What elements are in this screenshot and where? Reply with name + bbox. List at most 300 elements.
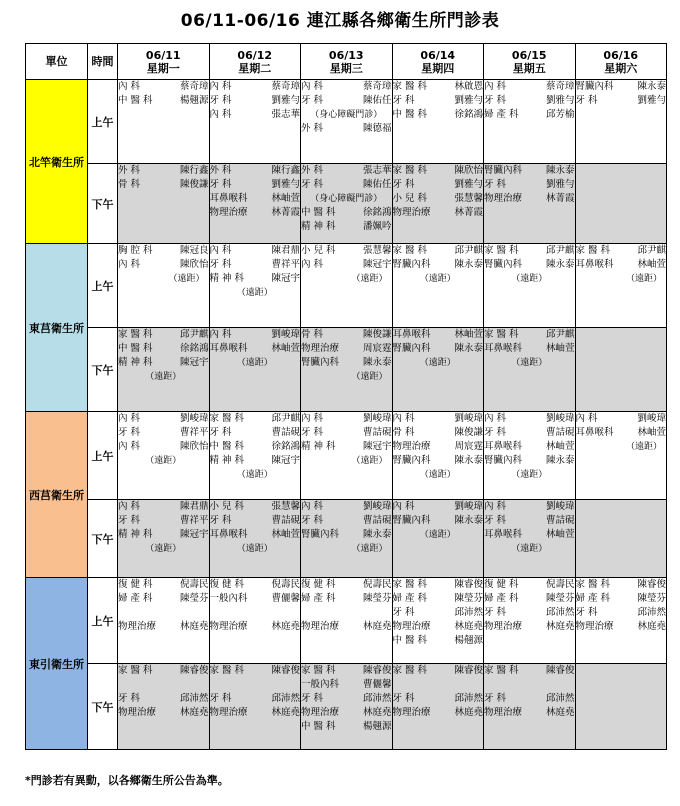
schedule-cell <box>118 80 210 164</box>
doctor-name: 曹祥平 <box>179 427 209 438</box>
doctor-name: 陳永泰 <box>545 165 575 176</box>
clinic-entry <box>301 94 392 108</box>
clinic-entry <box>301 164 392 178</box>
clinic-entry <box>118 412 209 426</box>
department: 內 科 <box>301 501 324 512</box>
schedule-cell <box>484 80 576 164</box>
doctor-name: 陳永泰 <box>545 259 575 270</box>
department: 內 科 <box>575 413 598 424</box>
department: 牙 科 <box>209 693 232 704</box>
department: 家 醫 科 <box>209 665 245 676</box>
department: 家 醫 科 <box>575 579 611 590</box>
department: 小 兒 科 <box>392 193 428 204</box>
clinic-entry <box>484 592 575 606</box>
department: 牙 科 <box>392 607 415 618</box>
doctor-name: 林岫萱 <box>271 343 300 354</box>
clinic-entry <box>118 164 209 178</box>
clinic-entry <box>393 620 484 634</box>
schedule-row-pm <box>26 164 667 244</box>
department: 中 醫 科 <box>118 95 153 106</box>
clinic-entry <box>484 706 575 720</box>
department: 牙 科 <box>392 179 415 190</box>
header-day <box>118 44 210 80</box>
schedule-row-am <box>26 80 667 164</box>
clinic-note: （遠距） <box>236 544 273 554</box>
department: 牙 科 <box>484 179 507 190</box>
schedule-cell <box>209 578 301 664</box>
doctor-name: 劉峻瑋 <box>454 501 483 512</box>
clinic-note: （遠距） <box>145 456 182 466</box>
schedule-row-am <box>26 412 667 500</box>
doctor-name: 張志華 <box>362 165 392 176</box>
doctor-name: 陳睿俊 <box>362 665 392 676</box>
clinic-note: （遠距） <box>511 470 548 480</box>
schedule-cell <box>118 664 210 750</box>
department: 物理治療 <box>575 621 614 632</box>
clinic-entry <box>484 192 575 206</box>
schedule-cell <box>209 80 301 164</box>
schedule-cell <box>575 664 667 750</box>
time-label: 下午 <box>88 164 118 244</box>
clinic-entry <box>393 454 484 468</box>
department: 小 兒 科 <box>209 501 245 512</box>
department: 物理治療 <box>392 207 431 218</box>
clinic-entry <box>118 692 209 706</box>
department: 牙 科 <box>301 179 324 190</box>
doctor-name: 劉峻瑋 <box>271 329 300 340</box>
doctor-name: 林庭堯 <box>637 621 666 632</box>
clinic-entry <box>576 80 667 94</box>
department: 牙 科 <box>392 693 415 704</box>
doctor-name: 陳睿俊 <box>179 665 209 676</box>
clinic-entry <box>210 80 301 94</box>
doctor-name: 陳行鑫 <box>179 165 209 176</box>
schedule-cell <box>392 664 484 750</box>
department: 家 醫 科 <box>575 245 611 256</box>
department: 耳鼻喉科 <box>484 441 523 452</box>
doctor-name: 邱沛然 <box>454 607 483 618</box>
clinic-entry <box>118 500 209 514</box>
header-date: 06/12 <box>237 48 273 62</box>
department: 婦 產 科 <box>484 593 519 604</box>
department: 一般內科 <box>209 593 248 604</box>
doctor-name: 陳冠良 <box>179 245 209 256</box>
department: 骨 科 <box>392 427 415 438</box>
header-weekday: 星期三 <box>329 61 363 75</box>
doctor-name: 劉峻瑋 <box>545 501 575 512</box>
doctor-name: 張慧馨 <box>271 501 300 512</box>
clinic-entry <box>393 206 484 220</box>
department: 內 科 <box>209 81 232 92</box>
header-date: 06/11 <box>145 48 181 62</box>
schedule-cell <box>301 412 393 500</box>
department: 牙 科 <box>484 515 507 526</box>
department: 中 醫 科 <box>392 109 428 120</box>
department: 物理治療 <box>301 707 340 718</box>
department: 物理治療 <box>118 707 157 718</box>
clinic-entry <box>484 606 575 620</box>
department: 精 神 科 <box>209 273 245 284</box>
doctor-name: 陳欣怡 <box>454 165 483 176</box>
schedule-cell <box>484 578 576 664</box>
clinic-entry <box>484 692 575 706</box>
department: 牙 科 <box>484 693 507 704</box>
clinic-entry <box>484 94 575 108</box>
doctor-name: 倪壽民 <box>362 579 392 590</box>
department: 家 醫 科 <box>301 665 336 676</box>
header-row <box>26 44 667 80</box>
doctor-name: 邱沛然 <box>179 693 209 704</box>
clinic-entry <box>393 342 484 356</box>
doctor-name: 劉雅勻 <box>271 95 300 106</box>
clinic-entry <box>301 426 392 440</box>
clinic-entry <box>301 244 392 258</box>
clinic-entry <box>118 356 209 370</box>
clinic-entry <box>393 80 484 94</box>
department: 內 科 <box>118 413 141 424</box>
clinic-entry <box>210 500 301 514</box>
clinic-note: （遠距） <box>625 274 662 284</box>
clinic-entry <box>301 206 392 220</box>
schedule-row-pm <box>26 500 667 578</box>
unit-name: 北竿衛生所 <box>26 80 88 244</box>
time-label: 下午 <box>88 664 118 750</box>
clinic-entry <box>301 328 392 342</box>
clinic-entry <box>576 606 667 620</box>
doctor-name: 邱尹麒 <box>454 245 483 256</box>
department: 牙 科 <box>209 95 232 106</box>
clinic-note: （遠距） <box>236 470 273 480</box>
clinic-entry <box>576 620 667 634</box>
department: 腎臟內科 <box>484 259 523 270</box>
clinic-entry <box>210 258 301 272</box>
doctor-name: 陳瑩芬 <box>454 593 483 604</box>
department: 外 科 <box>301 123 324 134</box>
department: 內 科 <box>301 81 324 92</box>
clinic-entry <box>118 342 209 356</box>
doctor-name: 陳冠宇 <box>362 441 392 452</box>
clinic-note: （遠距） <box>168 274 205 284</box>
schedule-cell <box>209 164 301 244</box>
department: 家 醫 科 <box>484 329 519 340</box>
clinic-entry <box>210 164 301 178</box>
clinic-note: （遠距） <box>511 544 548 554</box>
time-label: 上午 <box>88 412 118 500</box>
clinic-entry <box>576 412 667 426</box>
header-day <box>484 44 576 80</box>
department: 腎臟內科 <box>392 515 431 526</box>
department: 耳鼻喉科 <box>209 343 248 354</box>
schedule-cell <box>301 328 393 412</box>
unit-name: 西莒衛生所 <box>26 412 88 578</box>
schedule-cell <box>392 244 484 328</box>
schedule-cell <box>575 80 667 164</box>
doctor-name: 劉雅勻 <box>637 95 666 106</box>
clinic-entry <box>484 620 575 634</box>
doctor-name: 蔡奇璋 <box>545 81 575 92</box>
department: 腎臟內科 <box>392 455 431 466</box>
department: 精 神 科 <box>209 455 245 466</box>
department: 物理治療 <box>209 707 248 718</box>
clinic-entry <box>393 178 484 192</box>
schedule-cell <box>484 328 576 412</box>
schedule-cell <box>392 164 484 244</box>
doctor-name: 劉雅勻 <box>454 95 483 106</box>
department: 牙 科 <box>301 427 324 438</box>
doctor-name: 陳睿俊 <box>637 579 666 590</box>
clinic-entry <box>484 412 575 426</box>
doctor-name: 陳睿俊 <box>271 665 300 676</box>
department: 小 兒 科 <box>301 245 336 256</box>
doctor-name: 倪壽民 <box>179 579 209 590</box>
doctor-name: 林庭堯 <box>179 621 209 632</box>
clinic-entry <box>210 578 301 592</box>
department: 家 醫 科 <box>118 329 153 340</box>
doctor-name: 徐銘鴻 <box>362 207 392 218</box>
schedule-cell <box>484 164 576 244</box>
clinic-entry <box>210 426 301 440</box>
blank-line <box>210 606 301 620</box>
clinic-entry <box>210 620 301 634</box>
doctor-name: 曹祥平 <box>179 515 209 526</box>
department: 耳鼻喉科 <box>484 343 523 354</box>
doctor-name: 潘姵吟 <box>362 221 392 232</box>
clinic-entry <box>118 258 209 272</box>
department: 中 醫 科 <box>118 343 153 354</box>
department: 牙 科 <box>301 693 324 704</box>
doctor-name: 楊翹源 <box>362 721 392 732</box>
schedule-cell <box>301 664 393 750</box>
department: 耳鼻喉科 <box>575 259 614 270</box>
clinic-entry <box>301 720 392 734</box>
clinic-entry <box>484 454 575 468</box>
department: 內 科 <box>301 413 324 424</box>
clinic-note: （遠距） <box>145 544 182 554</box>
clinic-entry <box>576 592 667 606</box>
department: 牙 科 <box>301 515 324 526</box>
doctor-name: 劉峻瑋 <box>362 501 392 512</box>
clinic-entry <box>210 192 301 206</box>
doctor-name: 劉雅勻 <box>545 95 575 106</box>
schedule-cell <box>209 664 301 750</box>
department: 骨 科 <box>118 179 141 190</box>
clinic-entry <box>118 620 209 634</box>
clinic-entry <box>301 258 392 272</box>
doctor-name: 陳瑩芬 <box>362 593 392 604</box>
department: 牙 科 <box>118 515 141 526</box>
department: 骨 科 <box>301 329 324 340</box>
doctor-name: 陳永泰 <box>362 529 392 540</box>
department: 內 科 <box>392 501 415 512</box>
clinic-entry <box>393 692 484 706</box>
header-time: 時間 <box>88 44 118 80</box>
clinic-entry <box>301 620 392 634</box>
department: 牙 科 <box>484 95 507 106</box>
clinic-entry <box>301 80 392 94</box>
doctor-name: 陳睿俊 <box>454 665 483 676</box>
clinic-entry <box>484 578 575 592</box>
schedule-cell <box>575 328 667 412</box>
doctor-name: 林庭堯 <box>362 707 392 718</box>
doctor-name: 曹詰硯 <box>545 515 575 526</box>
doctor-name: 邱沛然 <box>637 607 666 618</box>
clinic-entry <box>301 592 392 606</box>
clinic-entry <box>393 634 484 648</box>
schedule-cell <box>392 328 484 412</box>
clinic-note: （遠距） <box>351 372 388 382</box>
schedule-cell <box>301 578 393 664</box>
clinic-entry <box>118 328 209 342</box>
doctor-name: 周宸霆 <box>362 343 392 354</box>
clinic-entry <box>210 592 301 606</box>
department: 家 醫 科 <box>392 245 428 256</box>
clinic-entry <box>393 258 484 272</box>
schedule-row-pm <box>26 664 667 750</box>
footer-note: *門診若有異動，以各鄉衛生所公告為準。 <box>25 774 229 787</box>
department: 中 醫 科 <box>301 207 336 218</box>
clinic-entry <box>301 178 392 192</box>
clinic-entry <box>393 592 484 606</box>
doctor-name: 劉峻瑋 <box>454 413 483 424</box>
doctor-name: 邱沛然 <box>454 693 483 704</box>
clinic-entry <box>393 108 484 122</box>
department: 內 科 <box>118 259 141 270</box>
clinic-entry <box>210 94 301 108</box>
clinic-entry <box>576 94 667 108</box>
clinic-entry <box>301 412 392 426</box>
blank-line <box>484 678 575 692</box>
blank-line <box>210 678 301 692</box>
clinic-note: （遠距） <box>419 358 456 368</box>
header-unit: 單位 <box>26 44 88 80</box>
department: 內 科 <box>484 413 507 424</box>
department: 牙 科 <box>209 515 232 526</box>
clinic-entry <box>118 244 209 258</box>
schedule-cell <box>209 328 301 412</box>
department: 婦 產 科 <box>392 593 428 604</box>
department: 牙 科 <box>392 95 415 106</box>
doctor-name: 林岫萱 <box>545 343 575 354</box>
clinic-entry <box>210 206 301 220</box>
department: 物理治療 <box>301 621 340 632</box>
header-date: 06/16 <box>603 48 639 62</box>
header-day <box>301 44 393 80</box>
doctor-name: 林庭堯 <box>179 707 209 718</box>
schedule-cell <box>575 412 667 500</box>
doctor-name: 劉雅勻 <box>271 179 300 190</box>
doctor-name: 林庭堯 <box>271 707 300 718</box>
department: 外 科 <box>301 165 324 176</box>
doctor-name: 陳瑩芬 <box>637 593 666 604</box>
doctor-name: 陳冠宇 <box>179 357 209 368</box>
department: 牙 科 <box>484 427 507 438</box>
department: 耳鼻喉科 <box>484 529 523 540</box>
clinic-entry <box>210 328 301 342</box>
schedule-cell <box>392 500 484 578</box>
schedule-cell <box>118 578 210 664</box>
schedule-cell <box>209 500 301 578</box>
clinic-entry <box>576 258 667 272</box>
clinic-note: （遠距） <box>351 456 388 466</box>
clinic-entry <box>484 328 575 342</box>
header-weekday: 星期六 <box>604 61 638 75</box>
doctor-name: 邱尹麒 <box>271 413 300 424</box>
doctor-name: 陳佑任 <box>362 179 392 190</box>
clinic-entry <box>210 244 301 258</box>
clinic-entry <box>210 692 301 706</box>
schedule-cell <box>118 328 210 412</box>
department: 婦 產 科 <box>575 593 611 604</box>
schedule-cell <box>301 164 393 244</box>
doctor-name: 陳瑩芬 <box>179 593 209 604</box>
clinic-entry <box>118 514 209 528</box>
clinic-entry <box>118 178 209 192</box>
department: 牙 科 <box>118 427 141 438</box>
clinic-note: （遠距） <box>511 274 548 284</box>
schedule-cell <box>392 578 484 664</box>
header-weekday: 星期二 <box>238 61 272 75</box>
doctor-name: 林岫萱 <box>271 529 300 540</box>
schedule-cell <box>118 500 210 578</box>
doctor-name: 曹詰硯 <box>362 427 392 438</box>
doctor-name: 楊翹源 <box>179 95 209 106</box>
clinic-note: （遠距） <box>511 358 548 368</box>
clinic-entry <box>576 578 667 592</box>
doctor-name: 蔡奇璋 <box>271 81 300 92</box>
clinic-entry <box>393 94 484 108</box>
clinic-entry <box>301 664 392 678</box>
department: 腎臟內科 <box>301 357 340 368</box>
doctor-name: 林菁霞 <box>545 193 575 204</box>
clinic-entry <box>301 500 392 514</box>
clinic-entry <box>484 500 575 514</box>
clinic-entry <box>118 706 209 720</box>
department: 中 醫 科 <box>209 441 245 452</box>
clinic-note: （遠距） <box>145 372 182 382</box>
doctor-name: 周宸霆 <box>454 441 483 452</box>
clinic-entry <box>393 426 484 440</box>
header-date: 06/15 <box>511 48 547 62</box>
schedule-row-pm <box>26 328 667 412</box>
clinic-entry <box>484 164 575 178</box>
department: 內 科 <box>209 329 232 340</box>
clinic-entry <box>210 706 301 720</box>
doctor-name: 徐銘鴻 <box>179 343 209 354</box>
clinic-entry <box>393 706 484 720</box>
doctor-name: 林岫萱 <box>637 427 666 438</box>
clinic-entry <box>393 440 484 454</box>
doctor-name: 邱沛然 <box>362 693 392 704</box>
time-label: 上午 <box>88 244 118 328</box>
header-day <box>209 44 301 80</box>
department: 家 醫 科 <box>484 665 519 676</box>
header-weekday: 星期一 <box>146 61 180 75</box>
clinic-entry <box>210 440 301 454</box>
clinic-entry <box>393 578 484 592</box>
department: 物理治療 <box>484 193 523 204</box>
clinic-entry <box>393 500 484 514</box>
unit-name: 東莒衛生所 <box>26 244 88 412</box>
clinic-entry <box>484 664 575 678</box>
clinic-entry <box>484 244 575 258</box>
clinic-entry <box>576 244 667 258</box>
department: 物理治療 <box>484 707 523 718</box>
clinic-entry <box>301 122 392 136</box>
doctor-name: 陳冠宇 <box>271 455 300 466</box>
doctor-name: 林庭堯 <box>454 621 483 632</box>
doctor-name: 徐銘鴻 <box>271 441 300 452</box>
time-label: 下午 <box>88 500 118 578</box>
